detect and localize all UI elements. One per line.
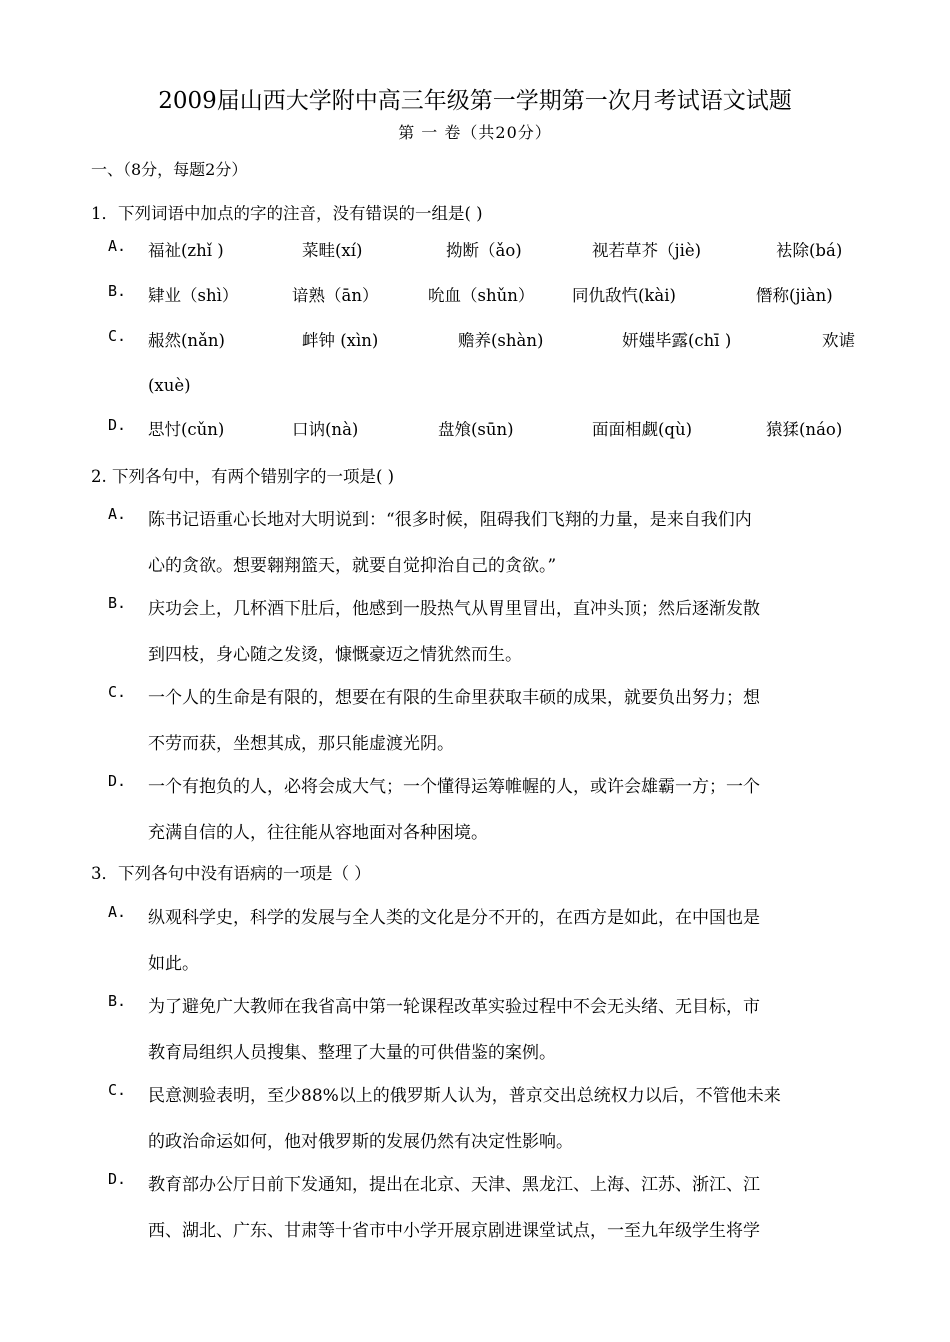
option-line: 的政治命运如何，他对俄罗斯的发展仍然有决定性影响。 (148, 1132, 573, 1152)
pinyin-item: 盘飧(sūn) (438, 420, 514, 439)
option-label: B. (108, 992, 127, 1010)
option-label: B. (108, 594, 127, 612)
option-label: D. (108, 772, 127, 790)
pinyin-item: 袪除(bá) (776, 241, 843, 260)
pinyin-wrap: (xuè) (148, 376, 191, 395)
option-line: 民意测验表明，至少88%以上的俄罗斯人认为，普京交出总统权力以后，不管他未来 (148, 1086, 781, 1106)
question-2-stem: 2. 下列各句中，有两个错别字的一项是( ) (91, 467, 395, 486)
q1-option-c (0, 327, 950, 357)
option-line: 不劳而获，坐想其成，那只能虚渡光阴。 (148, 734, 454, 754)
pinyin-item: 拗断（ǎo) (446, 241, 522, 260)
pinyin-item: 口讷(nà) (292, 420, 359, 439)
option-line: 教育部办公厅日前下发通知，提出在北京、天津、黑龙江、上海、江苏、浙江、江 (148, 1175, 760, 1195)
option-label: D. (108, 416, 127, 434)
option-line: 庆功会上，几杯酒下肚后，他感到一股热气从胃里冒出，直冲头顶；然后逐渐发散 (148, 599, 760, 619)
pinyin-item: 吮血（shǔn） (428, 286, 535, 305)
option-line: 为了避免广大教师在我省高中第一轮课程改革实验过程中不会无头绪、无目标，市 (148, 997, 760, 1017)
pinyin-item: 赡养(shàn) (458, 331, 544, 350)
pinyin-item: 同仇敌忾(kài) (572, 286, 676, 305)
pinyin-item: 视若草芥（jiè) (592, 241, 702, 260)
option-line: 纵观科学史，科学的发展与全人类的文化是分不开的，在西方是如此，在中国也是 (148, 908, 760, 928)
option-label: C. (108, 327, 127, 345)
option-line: 充满自信的人，往往能从容地面对各种困境。 (148, 823, 488, 843)
option-label: A. (108, 505, 127, 523)
option-label: C. (108, 1081, 127, 1099)
option-line: 到四枝，身心随之发烫，慷慨豪迈之情犹然而生。 (148, 645, 522, 665)
pinyin-item: 赧然(nǎn) (148, 331, 225, 350)
pinyin-item: 欢谑 (822, 331, 855, 350)
q1-option-a (0, 237, 950, 267)
option-line: 西、湖北、广东、甘肃等十省市中小学开展京剧进课堂试点，一至九年级学生将学 (148, 1221, 760, 1241)
option-line: 一个人的生命是有限的，想要在有限的生命里获取丰硕的成果，就要负出努力；想 (148, 688, 760, 708)
option-label: B. (108, 282, 127, 300)
option-line: 如此。 (148, 954, 199, 974)
question-1-stem: 1．下列词语中加点的字的注音，没有错误的一组是( ) (91, 204, 483, 223)
q1-option-b (0, 282, 950, 312)
option-line: 心的贪欲。想要翱翔篮天，就要自觉抑治自己的贪欲。” (148, 556, 557, 576)
q1-option-d (0, 416, 950, 446)
pinyin-item: 僭称(jiàn) (756, 286, 833, 305)
option-label: A. (108, 237, 127, 255)
option-line: 陈书记语重心长地对大明说到：“很多时候，阻碍我们飞翔的力量，是来自我们内 (148, 510, 752, 530)
option-label: C. (108, 683, 127, 701)
pinyin-item: 妍媸毕露(chī ) (622, 331, 732, 350)
pinyin-item: 肄业（shì） (148, 286, 239, 305)
pinyin-item: 猿猱(náo) (766, 420, 843, 439)
pinyin-item: 面面相觑(qù) (592, 420, 693, 439)
question-3-stem: 3．下列各句中没有语病的一项是（ ） (91, 864, 371, 883)
pinyin-item: 菜畦(xí) (302, 241, 363, 260)
option-label: D. (108, 1170, 127, 1188)
option-label: A. (108, 903, 127, 921)
option-line: 教育局组织人员搜集、整理了大量的可供借鉴的案例。 (148, 1043, 556, 1063)
exam-subtitle: 第 一 卷（共20分） (398, 123, 552, 142)
pinyin-item: 思忖(cǔn) (148, 420, 225, 439)
pinyin-item: 谙熟（ān） (292, 286, 379, 305)
exam-title: 2009届山西大学附中高三年级第一学期第一次月考试语文试题 (158, 88, 792, 114)
pinyin-item: 福祉(zhǐ ) (148, 241, 224, 260)
pinyin-item: 衅钟 (xìn) (302, 331, 379, 350)
option-line: 一个有抱负的人，必将会成大气；一个懂得运筹帷幄的人，或许会雄霸一方；一个 (148, 777, 760, 797)
section-header: 一、（8分，每题2分） (91, 160, 248, 179)
